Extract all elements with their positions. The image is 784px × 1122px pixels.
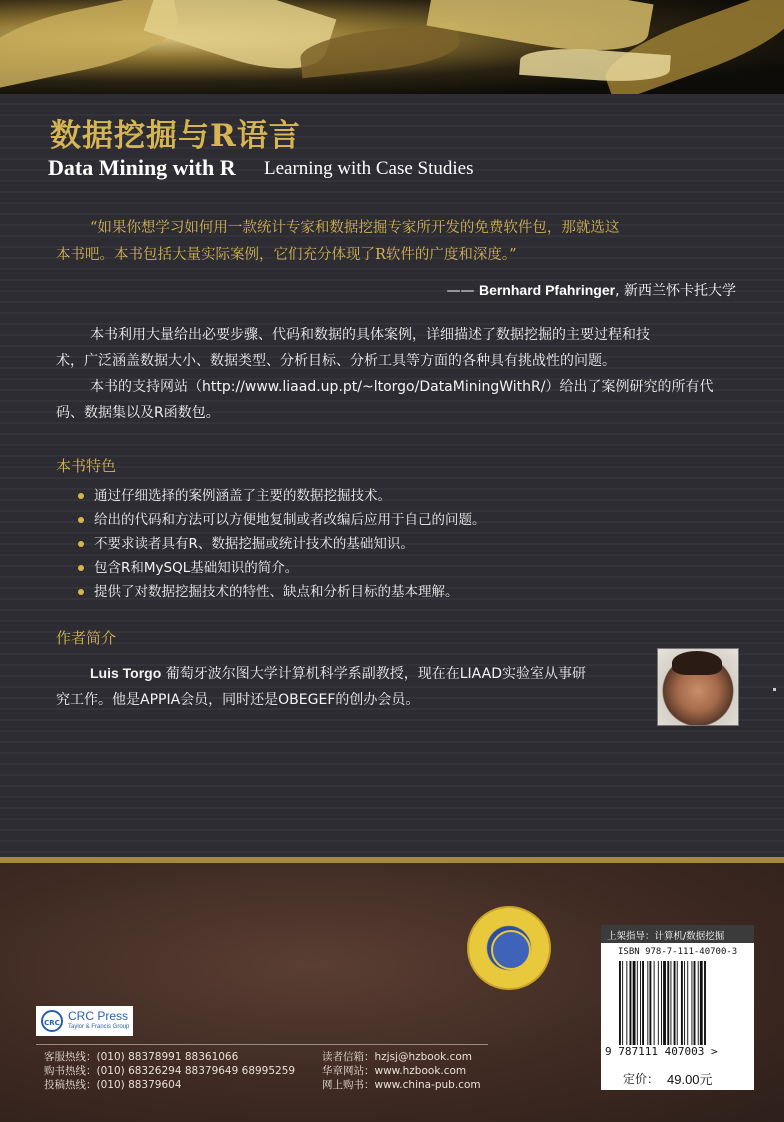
isbn-card — [601, 925, 754, 1090]
isbn-number: ISBN 978-7-111-40700-3 — [618, 947, 738, 957]
feature-item-text: 提供了对数据挖掘技术的特性、缺点和分析目标的基本理解。 — [94, 584, 459, 600]
endorsement-quote-line: 本书吧。本书包括大量实际案例，它们充分体现了R软件的广度和深度。” — [56, 247, 517, 263]
intro-paragraph-line: 本书的支持网站（http://www.liaad.up.pt/~ltorgo/DataMiningWithR/）给出了案例研究的所有代 — [90, 379, 714, 395]
endorsement-quote-line: “如果你想学习如何用一款统计专家和数据挖掘专家所开发的免费软件包，那就选这 — [90, 220, 620, 236]
feature-item-text: 包含R和MySQL基础知识的简介。 — [94, 560, 299, 576]
title-chinese: 数据挖掘与R语言 — [50, 118, 301, 154]
feature-item — [78, 484, 391, 504]
decorative-dot — [773, 688, 776, 691]
author-bio-line: 究工作。他是APPIA会员，同时还是OBEGEF的创办会员。 — [56, 692, 420, 708]
feature-item — [78, 532, 414, 552]
bullet-dot-icon — [78, 493, 84, 499]
barcode-icon — [619, 961, 738, 1045]
intro-paragraph-line: 术，广泛涵盖数据大小、数据类型、分析目标、分析工具等方面的各种具有挑战性的问题。 — [56, 353, 616, 369]
bullet-dot-icon — [78, 589, 84, 595]
feature-item — [78, 556, 298, 576]
bullet-dot-icon — [78, 541, 84, 547]
feature-item-text: 通过仔细选择的案例涵盖了主要的数据挖掘技术。 — [94, 488, 391, 504]
price-value: 49.00元 — [667, 1072, 713, 1087]
contact-line: 客服热线：(010) 88378991 88361066 — [44, 1051, 239, 1063]
contact-line: 投稿热线：(010) 88379604 — [44, 1079, 182, 1091]
crc-press-logo — [36, 1006, 133, 1036]
divider — [36, 1044, 488, 1045]
feature-item-text: 给出的代码和方法可以方便地复制或者改编后应用于自己的问题。 — [94, 512, 486, 528]
quote-attribution — [447, 280, 737, 300]
decorative-leaf-artwork — [0, 0, 784, 94]
attribution-author: Bernhard Pfahringer — [478, 282, 616, 298]
author-bio-line — [90, 663, 586, 683]
contact-line: 购书热线：(010) 68326294 88379649 68995259 — [44, 1065, 296, 1077]
intro-paragraph-line: 码、数据集以及R函数包。 — [56, 405, 220, 421]
feature-item — [78, 508, 486, 528]
price-label: 定价： — [623, 1072, 660, 1086]
author-heading: 作者简介 — [56, 629, 117, 647]
shelf-category: 上架指导：计算机/数据挖掘 — [607, 931, 725, 942]
main-text-panel — [0, 94, 784, 860]
bullet-dot-icon — [78, 517, 84, 523]
author-photo — [657, 648, 739, 726]
feature-item-text: 不要求读者具有R、数据挖掘或统计技术的基础知识。 — [94, 536, 414, 552]
features-heading: 本书特色 — [56, 457, 117, 475]
feature-item — [78, 580, 459, 600]
attribution-dash: —— — [446, 283, 475, 299]
contact-line: 读者信箱：hzjsj@hzbook.com — [322, 1051, 472, 1063]
attribution-affiliation: , 新西兰怀卡托大学 — [615, 283, 736, 299]
intro-paragraph-line: 本书利用大量给出必要步骤、代码和数据的具体案例，详细描述了数据挖掘的主要过程和技 — [90, 327, 650, 343]
contact-line: 华章网站：www.hzbook.com — [322, 1065, 467, 1077]
subtitle-english: Learning with Case Studies — [264, 158, 474, 179]
publisher-seal-icon — [467, 906, 551, 990]
author-bio-text: 葡萄牙波尔图大学计算机科学系副教授，现在在LIAAD实验室从事研 — [161, 666, 586, 682]
author-name: Luis Torgo — [90, 665, 162, 681]
crc-subtitle: Taylor & Francis Group — [68, 1024, 130, 1030]
crc-mark-icon: CRC — [41, 1010, 63, 1032]
title-english: Data Mining with R — [48, 155, 236, 180]
bullet-dot-icon — [78, 565, 84, 571]
barcode-digits: 9 787111 407003 > — [605, 1045, 718, 1058]
contact-line: 网上购书：www.china-pub.com — [322, 1079, 481, 1091]
crc-name: CRC Press — [68, 1009, 129, 1023]
